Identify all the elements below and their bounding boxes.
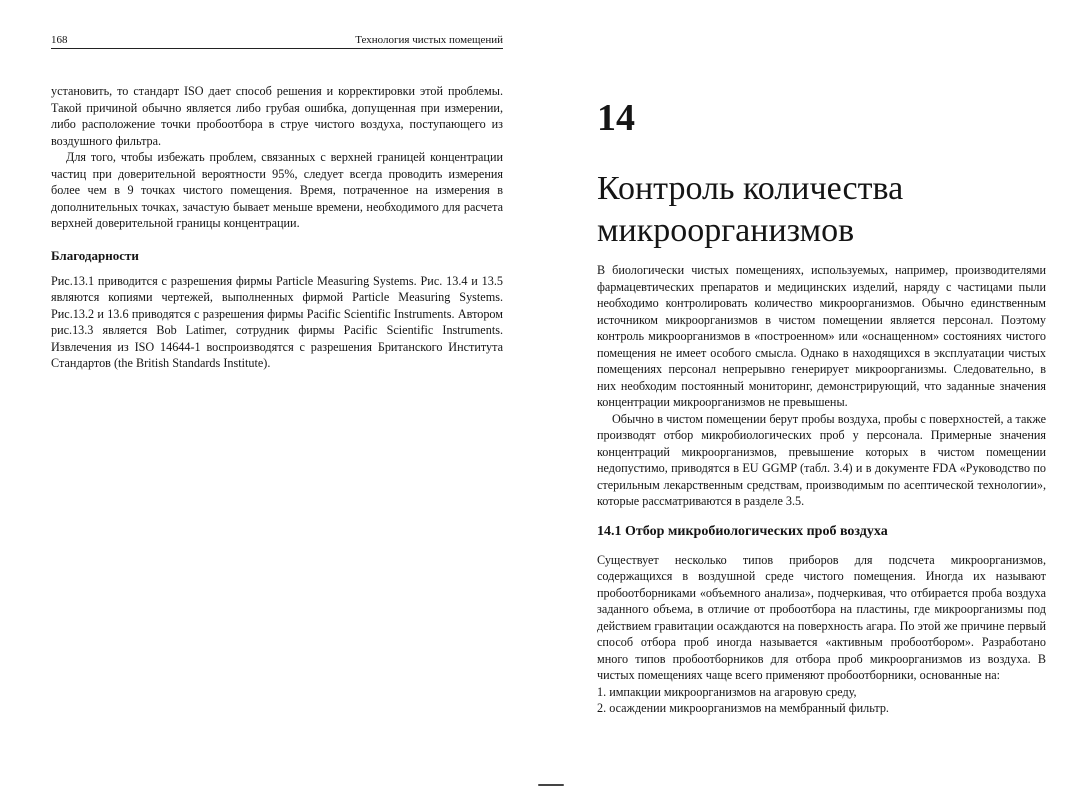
paragraph: Существует несколько типов приборов для подсчета микроорганизмов, содержащихся в воздушной среде чистого помещения. Иногда их называют пробоотборниками «объемного анализа», подчеркивая, что отбирается проба воздуха заданного объема, в отличие от пробоотбора на пластины, где микроорганизмы под действием гравитации осаждаются на поверхность агара. По этой же причине первый способ отбора проб иногда называется «активным пробоотбором». Разработано много типов пробоотборников для отбора проб микроорганизмов из воздуха. В чистых помещениях чаще всего применяют пробоотборники, основанные на: xyxy=(597,552,1046,682)
acknowledgements-heading: Благодарности xyxy=(51,247,139,263)
paragraph: установить, то стандарт ISO дает способ решения и корректировки этой проблемы. Такой причиной обычно является либо грубая ошибка, допущенная при измерении, либо расположение точки пробоотбора в струе чистого воздуха, поступающего из воздушного фильтра. xyxy=(51,84,503,148)
acknowledgements-text: Рис.13.1 приводится с разрешения фирмы Particle Measuring Systems. Рис. 13.4 и 13.5 являются копиями чертежей, выполненных фирмой Particle Measuring Systems. Рис.13.2 и 13.6 приводятся с разрешения фирмы Pacific Scientific Instruments. Автором рис.13.3 является Bob Latimer, сотрудник фирмы Pacific Scientific Instruments. Извлечения из ISO 14644-1 воспроизводятся с разрешения Британского Института Стандартов (the British Standards Institute). xyxy=(51,273,503,370)
numbered-list xyxy=(597,684,1046,717)
chapter-title xyxy=(597,168,1046,252)
running-title: Технология чистых помещений xyxy=(355,34,503,46)
list-item: 2. осаждении микроорганизмов на мембранный фильтр. xyxy=(597,701,889,715)
page-number: 168 xyxy=(51,34,68,46)
chapter-title-line: микроорганизмов xyxy=(597,212,855,249)
chapter-number: 14 xyxy=(597,97,635,139)
paragraph: В биологически чистых помещениях, используемых, например, производителями фармацевтических препаратов и медицинских изделий, наряду с частицами пыли необходимо контролировать количество микроорганизмов. Обычно единственным источником микроорганизмов в чистом помещении является персонал. Поэтому контроль микроорганизмов в «построенном» или «оснащенном» состояниях чистого помещения не имеет особого смысла. Однако в находящихся в эксплуатации чистых помещениях персонал непрерывно генерирует микроорганизмы. Следовательно, в них необходим постоянный мониторинг, демонстрирующий, что заданные значения концентрации микроорганизмов не превышены. xyxy=(597,263,1046,409)
chapter-title-line: Контроль количества xyxy=(597,170,904,207)
paragraph: Обычно в чистом помещении берут пробы воздуха, пробы с поверхностей, а также производят отбор микробиологических проб у персонала. Примерные значения концентраций микроорганизмов, превышение которых в чистом помещении недопустимо, приводятся в EU GGMP (табл. 3.4) и в документе FDA «Руководство по стерильным лекарственным средствам, производимым по асептической технологии», которые рассматриваются в разделе 3.5. xyxy=(597,411,1046,508)
right-page xyxy=(540,0,1079,792)
list-item: 1. импакции микроорганизмов на агаровую среду, xyxy=(597,684,857,699)
paragraph: Для того, чтобы избежать проблем, связанных с верхней границей концентрации частиц при доверительной вероятности 95%, следует всегда проводить измерения более чем в 9 точках чистого помещения. Время, потраченное на измерения в дополнительных точках, зачастую бывает меньше времени, необходимого для расчета верхней доверительной границы концентрации. xyxy=(51,150,503,230)
left-column xyxy=(51,83,503,372)
section-heading: 14.1 Отбор микробиологических проб воздуха xyxy=(597,523,888,539)
right-column xyxy=(597,262,1046,717)
running-head xyxy=(51,33,503,49)
page-edge-mark xyxy=(538,784,564,786)
